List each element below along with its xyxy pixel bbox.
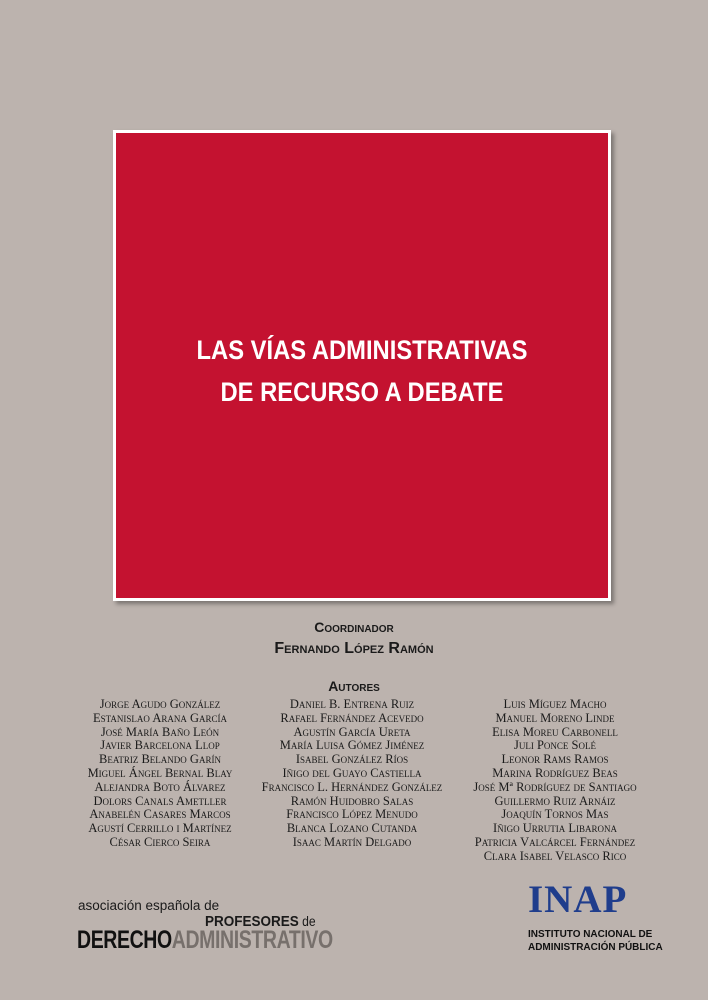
association-line-1: asociación española de: [78, 898, 220, 913]
author-name: Joaquín Tornos Mas: [501, 807, 609, 822]
author-name: Estanislao Arana García: [92, 710, 228, 725]
title-line-2: DE RECURSO A DEBATE: [220, 377, 504, 407]
author-name: Miguel Ángel Bernal Blay: [87, 765, 233, 780]
author-name: Javier Barcelona Llop: [100, 738, 220, 753]
author-name: Juli Ponce Solé: [513, 738, 596, 753]
author-name: José María Baño León: [100, 724, 220, 739]
book-title: [146, 329, 579, 413]
author-name: Luis Míguez Macho: [503, 697, 607, 711]
inap-line-2: ADMINISTRACIÓN PÚBLICA: [528, 941, 663, 953]
coordinator-label: Coordinador: [314, 619, 394, 635]
author-name: Jorge Agudo González: [99, 697, 221, 711]
author-name: Isaac Martín Delgado: [292, 834, 412, 849]
author-name: Daniel B. Entrena Ruiz: [289, 697, 415, 711]
author-name: César Cierco Seira: [109, 834, 211, 849]
author-name: Dolors Canals Ametller: [93, 793, 227, 808]
author-name: Marina Rodríguez Beas: [492, 765, 618, 780]
author-name: Francisco L. Hernández González: [261, 779, 443, 794]
author-name: José Mª Rodríguez de Santiago: [473, 779, 637, 794]
author-name: Agustín García Ureta: [293, 724, 411, 739]
author-name: Iñigo del Guayo Castiella: [282, 765, 422, 780]
author-name: Elisa Moreu Carbonell: [492, 724, 618, 739]
author-name: Clara Isabel Velasco Rico: [483, 848, 627, 863]
author-name: Agustí Cerrillo i Martínez: [88, 821, 232, 836]
coordinator-name: Fernando López Ramón: [274, 640, 434, 657]
association-derecho: DERECHO: [77, 926, 172, 954]
author-name: Blanca Lozano Cutanda: [286, 821, 418, 836]
author-name: Anabelén Casares Marcos: [89, 807, 231, 822]
association-profesores: PROFESORES: [205, 913, 299, 930]
association-line-3: [77, 926, 333, 955]
author-name: Iñigo Urrutia Libarona: [492, 821, 618, 836]
author-name: María Luisa Gómez Jiménez: [279, 738, 425, 753]
inap-logo: INAP: [528, 878, 628, 921]
title-line-1: LAS VÍAS ADMINISTRATIVAS: [196, 335, 528, 365]
authors-label: Autores: [328, 678, 380, 694]
author-name: Isabel González Ríos: [295, 752, 409, 767]
inap-full-name: [528, 928, 663, 954]
authors-column-3: [455, 698, 655, 864]
author-name: Alejandra Boto Álvarez: [94, 779, 226, 794]
author-name: Ramón Huidobro Salas: [290, 793, 414, 808]
author-name: Francisco López Menudo: [286, 807, 418, 822]
author-name: Beatriz Belando Garín: [99, 752, 221, 767]
association-de: de: [298, 914, 316, 929]
authors-column-2: [247, 698, 457, 850]
author-name: Leonor Rams Ramos: [501, 752, 609, 767]
authors-column-1: [60, 698, 260, 850]
author-name: Guillermo Ruiz Arnáiz: [494, 793, 616, 808]
author-name: Patricia Valcárcel Fernández: [474, 834, 636, 849]
author-name: Manuel Moreno Linde: [495, 710, 615, 725]
author-name: Rafael Fernández Acevedo: [280, 710, 424, 725]
association-administrativo: ADMINISTRATIVO: [171, 926, 333, 954]
inap-line-1: INSTITUTO NACIONAL DE: [528, 928, 653, 940]
cover-panel: [113, 130, 611, 601]
